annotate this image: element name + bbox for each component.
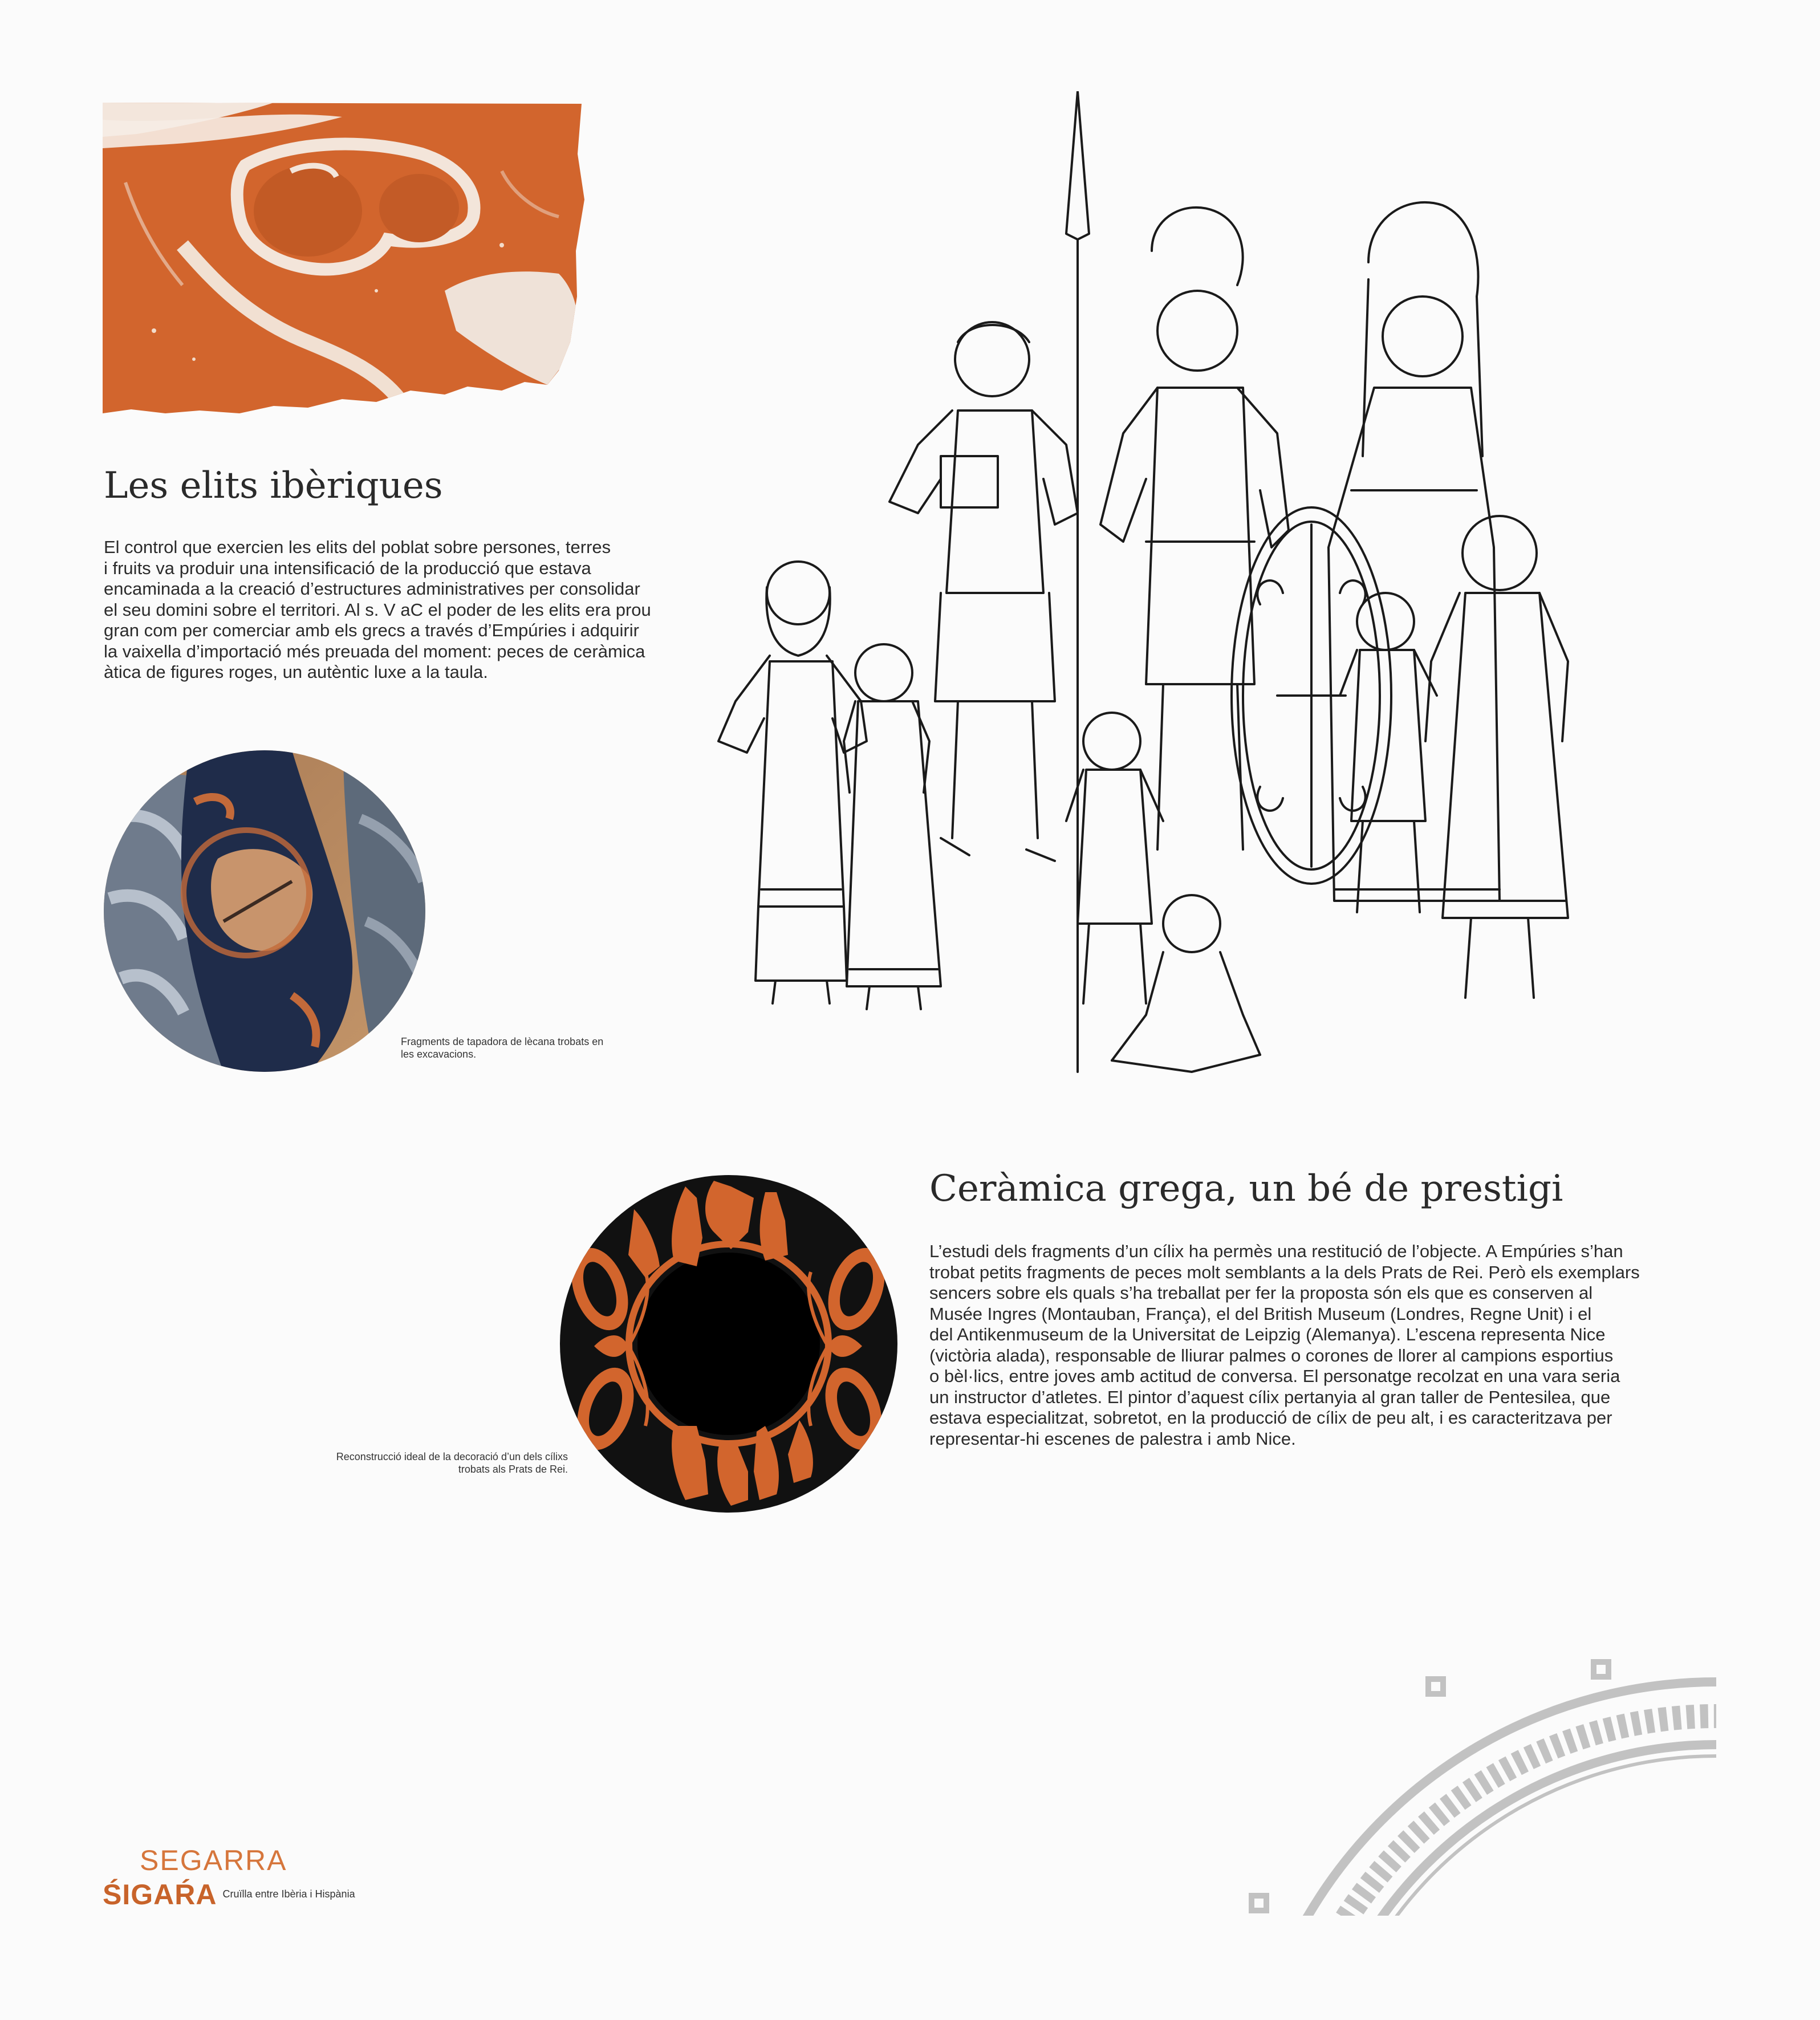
caption-line: Fragments de tapadora de lècana trobats en [401, 1036, 604, 1047]
kylix-reconstruction-image [560, 1175, 897, 1513]
paragraph-line: Musée Ingres (Montauban, França), el del British Museum (Londres, Regne Unit) i el [929, 1303, 1592, 1324]
paragraph-line: i fruits va produir una intensificació de la producció que estava [104, 558, 591, 578]
caption-line: trobats als Prats de Rei. [458, 1464, 568, 1475]
iberian-elite-figures-illustration [713, 91, 1574, 1089]
pottery-fragment-image [103, 103, 584, 413]
section-title-iberian-elites: Les elits ibèriques [104, 465, 443, 507]
logo-tagline: Cruïlla entre Ibèria i Hispània [222, 1888, 355, 1900]
logo-bottom-row [103, 1879, 355, 1911]
paragraph-line: del Antikenmuseum de la Universitat de Leipzig (Alemanya). L’escena representa Nice [929, 1324, 1606, 1344]
paragraph-line: El control que exercien les elits del poblat sobre persones, terres [104, 537, 611, 557]
caption-line: les excavacions. [401, 1048, 477, 1060]
kylix-image-caption [336, 1450, 568, 1476]
excavation-photo-caption [401, 1035, 603, 1060]
paragraph-line: trobat petits fragments de peces molt semblants a la dels Prats de Rei. Però els exemplars [929, 1262, 1640, 1282]
paragraph-line: la vaixella d’importació més preuada del moment: peces de ceràmica [104, 641, 645, 661]
paragraph-line: representar-hi escenes de palestra i amb Nice. [929, 1428, 1296, 1449]
paragraph-line: gran com per comerciar amb els grecs a través d’Empúries i adquirir [104, 620, 639, 640]
paragraph-line: un instructor d’atletes. El pintor d’aquest cílix pertanyia al gran taller de Pentesilea, que [929, 1387, 1611, 1407]
logo-word-segarra: SEGARRA [140, 1844, 287, 1876]
paragraph-line: encaminada a la creació d’estructures administratives per consolidar [104, 579, 640, 599]
paragraph-line: àtica de figures roges, un autèntic luxe a la taula. [104, 662, 488, 682]
section-paragraph-greek-ceramics [929, 1241, 1716, 1449]
segarra-logo [103, 1844, 355, 1911]
paragraph-line: sencers sobre els quals s’ha treballat per fer la proposta són els que es conserven al [929, 1283, 1593, 1303]
logo-word-sigara: ŚIGAŔA [103, 1879, 217, 1911]
section-title-greek-ceramics: Ceràmica grega, un bé de prestigi [929, 1168, 1563, 1210]
caption-line: Reconstrucció ideal de la decoració d’un dels cílixs [336, 1451, 568, 1462]
paragraph-line: el seu domini sobre el territori. Al s. V aC el poder de les elits era prou [104, 599, 651, 620]
section-paragraph-iberian-elites [104, 537, 708, 683]
paragraph-line: estava especialitzat, sobretot, en la producció de cílix de peu alt, i es caracteritzava per [929, 1408, 1612, 1428]
paragraph-line: (victòria alada), responsable de lliurar palmes o corones de llorer al campions esportius [929, 1345, 1614, 1365]
paragraph-line: L’estudi dels fragments d’un cílix ha permès una restitució de l’objecte. A Empúries s’han [929, 1241, 1623, 1261]
paragraph-line: o bèl·lics, entre joves amb actitud de conversa. El personatge recolzat en una vara seria [929, 1366, 1620, 1386]
greek-key-ornament [1237, 1642, 1722, 1927]
excavation-fragment-photo [104, 750, 426, 1072]
